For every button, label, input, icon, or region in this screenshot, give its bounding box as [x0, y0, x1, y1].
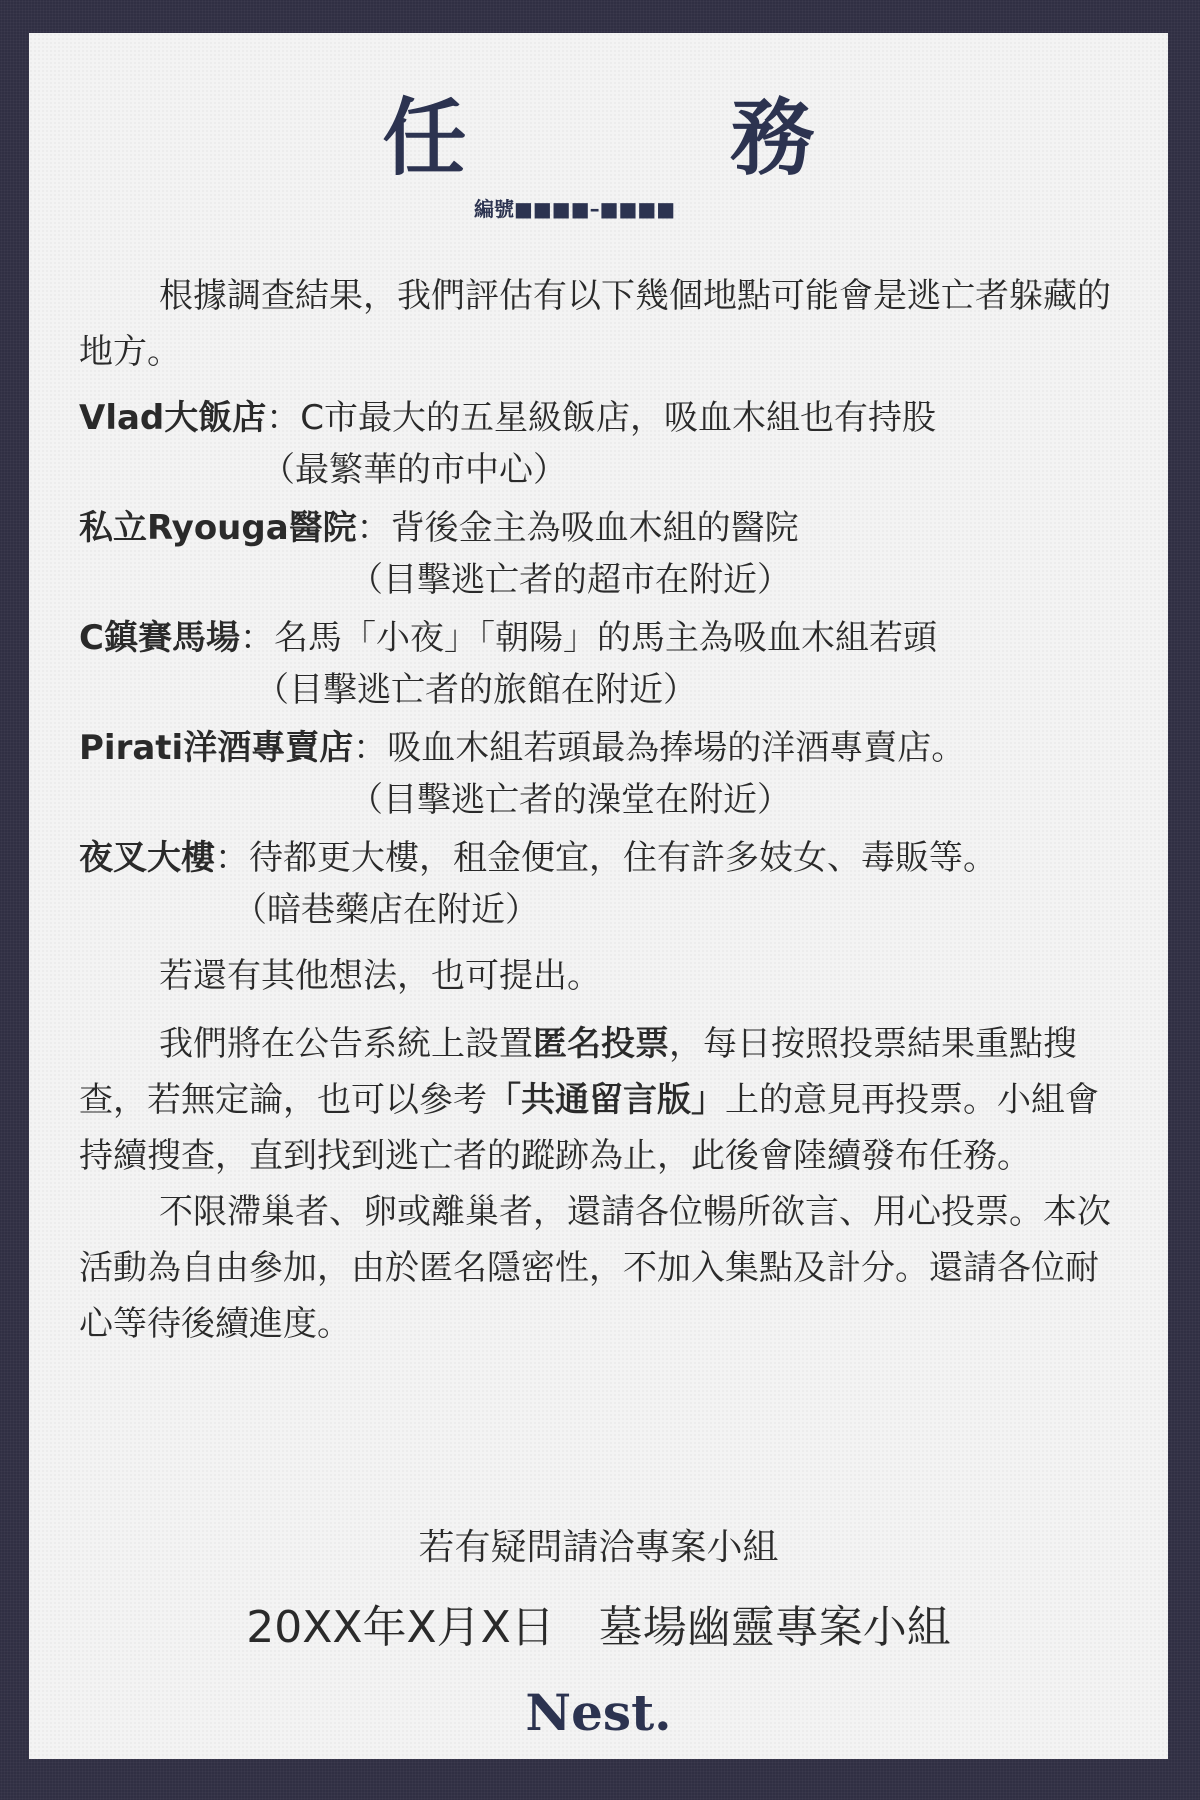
location-separator: ： [215, 838, 249, 878]
location-description: 背後金主為吸血木組的醫院 [390, 508, 799, 548]
vote-text: ，每日按照投票結果重點搜查，若無定論，也可以參考 [79, 1024, 1077, 1120]
location-name: Pirati洋酒專賣店 [79, 728, 354, 768]
location-note: （最繁華的市中心） [261, 450, 567, 490]
location-description: 名馬「小夜」「朝陽」的馬主為吸血木組若頭 [273, 618, 937, 658]
location-note: （目擊逃亡者的旅館在附近） [255, 670, 697, 710]
vote-paragraph [79, 1016, 1119, 1184]
page-title: 任 務 [382, 88, 905, 187]
location-item [79, 722, 1119, 826]
other-ideas-paragraph: 若還有其他想法，也可提出。 [159, 956, 601, 996]
location-note: （目擊逃亡者的超市在附近） [349, 560, 791, 600]
location-name: 私立Ryouga醫院 [79, 508, 357, 548]
location-item [79, 612, 1119, 716]
vote-text: 上的意見再投票。小組會持續搜查，直到找到逃亡者的蹤跡為止，此後會陸續發布任務。 [79, 1080, 1099, 1176]
location-description: 吸血木組若頭最為捧場的洋酒專賣店。 [387, 728, 966, 768]
notice-body [79, 268, 1119, 1352]
location-separator: ： [353, 728, 388, 768]
location-note: （目擊逃亡者的澡堂在附近） [349, 780, 791, 820]
participation-paragraph: 不限滯巢者、卵或離巢者，還請各位暢所欲言、用心投票。本次活動為自由參加，由於匿名隱密性，不加入集點及計分。還請各位耐心等待後續進度。 [79, 1192, 1111, 1344]
location-name: 夜叉大樓 [79, 838, 215, 878]
brand-logo: Nest. [525, 1683, 672, 1742]
spacer [79, 936, 1119, 948]
contact-line: 若有疑問請洽專案小組 [418, 1527, 779, 1568]
location-description: C市最大的五星級飯店，吸血木組也有持股 [300, 398, 936, 438]
vote-text: 我們將在公告系統上設置 [159, 1024, 533, 1064]
location-separator: ： [266, 398, 301, 438]
notice-paper [29, 33, 1168, 1759]
location-separator: ： [239, 618, 274, 658]
location-note: （暗巷藥店在附近） [233, 890, 539, 930]
location-item [79, 502, 1119, 606]
signature-line: 20XX年X月X日 墓場幽靈專案小組 [246, 1602, 951, 1653]
intro-paragraph: 根據調查結果，我們評估有以下幾個地點可能會是逃亡者躲藏的地方。 [79, 276, 1111, 372]
anonymous-vote-highlight: 匿名投票 [533, 1024, 669, 1064]
location-item [79, 392, 1119, 496]
spacer [79, 1004, 1119, 1016]
location-description: 待都更大樓，租金便宜，住有許多妓女、毒販等。 [249, 838, 997, 878]
location-name: Vlad大飯店 [79, 398, 267, 438]
location-item [79, 832, 1119, 936]
location-separator: ： [356, 508, 391, 548]
message-board-highlight: 「共通留言版」 [487, 1080, 725, 1120]
mission-code: 編號■■■■–■■■■ [474, 197, 676, 221]
location-name: C鎮賽馬場 [79, 618, 240, 658]
